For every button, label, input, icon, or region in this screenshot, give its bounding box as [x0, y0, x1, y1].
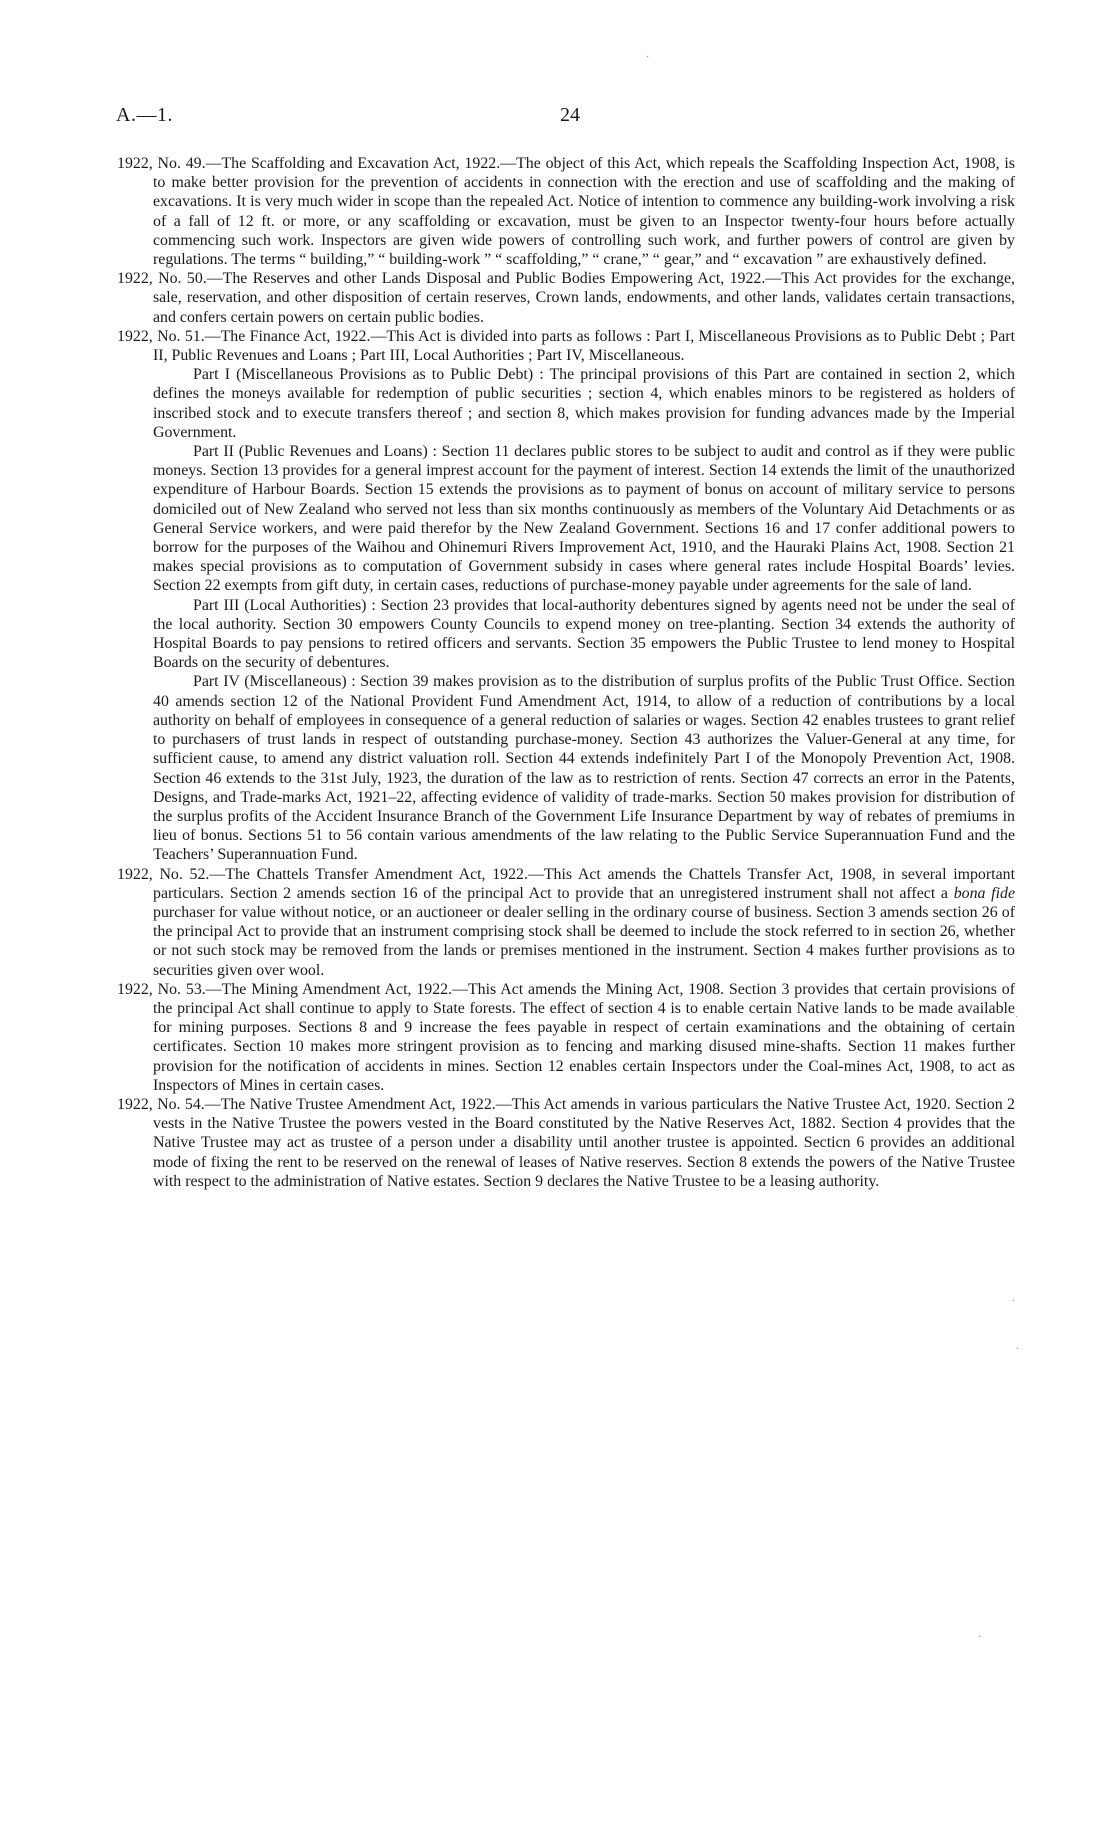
document-body	[117, 154, 1015, 1191]
scan-speck: ·	[1015, 1012, 1019, 1023]
act-entry-no-49	[117, 154, 1015, 269]
text-run: 1922, No. 52.—The Chattels Transfer Amendment Act, 1922.—This Act amends the Chattels Transfer Act, 1908, in several important particulars. Section 2 amends section 16 of the principal Act to provide that an unregistered instrument shall not affect a	[117, 865, 1015, 902]
act-entry-no-50	[117, 269, 1015, 327]
italic-term: bona fide	[953, 884, 1015, 902]
act-paragraph: 1922, No. 53.—The Mining Amendment Act, 1922.—This Act amends the Mining Act, 1908. Section 3 provides that certain provisions of the principal Act shall continue to apply to State forests. The effect of section 4 is to enable certain Native lands to be made available for mining purposes. Sections 8 and 9 increase the fees payable in respect of certain examinations and the obtaining of certain certificates. Section 10 makes more stringent provision as to fencing and marking disused mine-shafts. Section 11 makes further provision for the notification of accidents in mines. Section 12 enables certain Inspectors under the Coal-mines Act, 1908, to act as Inspectors of Mines in certain cases.	[117, 980, 1015, 1094]
act-part-paragraph: Part I (Miscellaneous Provisions as to Public Debt) : The principal provisions of this Part are contained in section 2, which defines the moneys available for redemption of public securities ; section 4, which enables minors to be registered as holders of inscribed stock and to execute transfers thereof ; and section 8, which makes provision for funding advances made by the Imperial Government.	[153, 366, 1015, 441]
parliamentary-paper-reference: A.—1.	[116, 104, 173, 126]
act-part-paragraph: Part IV (Miscellaneous) : Section 39 makes provision as to the distribution of surplus profits of the Public Trust Office. Section 40 amends section 12 of the National Provident Fund Amendment Act, 1914, to allow of a reduction of contributions by a local authority on behalf of employees in consequence of a general reduction of salaries or wages. Section 42 enables trustees to grant relief to purchasers of trust lands in respect of outstanding purchase-money. Section 43 authorizes the Valuer-General at any time, for sufficient cause, to amend any district valuation roll. Section 44 extends indefinitely Part I of the Monopoly Prevention Act, 1908. Section 46 extends to the 31st July, 1923, the duration of the law as to restriction of rents. Section 47 corrects an error in the Patents, Designs, and Trade-marks Act, 1921–22, affecting evidence of validity of trade-marks. Section 50 makes provision for distribution of the surplus profits of the Accident Insurance Branch of the Government Life Insurance Department by way of rebates of premiums in lieu of bonus. Sections 51 to 56 contain various amendments of the law relating to the Public Service Superannuation Fund and the Teachers’ Superannuation Fund.	[153, 673, 1015, 864]
page-number: 24	[560, 104, 580, 126]
act-paragraph: 1922, No. 54.—The Native Trustee Amendment Act, 1922.—This Act amends in various particulars the Native Trustee Act, 1920. Section 2 vests in the Native Trustee the powers vested in the Board constituted by the Native Reserves Act, 1882. Section 4 provides that the Native Trustee may act as trustee of a person under a disability until another trustee is appointed. Secticn 6 provides an additional mode of fixing the rent to be reserved on the renewal of leases of Native reserves. Section 8 extends the powers of the Native Trustee with respect to the administration of Native estates. Section 9 declares the Native Trustee to be a leasing authority.	[117, 1095, 1015, 1190]
act-paragraph: 1922, No. 51.—The Finance Act, 1922.—This Act is divided into parts as follows : Part I, Miscellaneous Provisions as to Public Debt ; Part II, Public Revenues and Loans ; Part III, Local Authorities ; Part IV, Miscellaneous.	[117, 327, 1015, 365]
act-entry-no-52	[117, 865, 1015, 980]
act-entry-no-51	[117, 327, 1015, 865]
act-part-paragraph: Part II (Public Revenues and Loans) : Section 11 declares public stores to be subject to audit and control as if they were public moneys. Section 13 provides for a general imprest account for the payment of interest. Section 14 extends the limit of the unauthorized expenditure of Harbour Boards. Section 15 extends the provisions as to payment of bonus on account of military service to persons domiciled out of New Zealand who served not less than six months continuously as members of the Voluntary Aid Detachments or as General Service workers, and were paid therefor by the New Zealand Government. Sections 16 and 17 confer additional powers to borrow for the purposes of the Waihou and Ohinemuri Rivers Improvement Act, 1910, and the Hauraki Plains Act, 1908. Section 21 makes special provisions as to computation of Government subsidy in cases where general rates include Hospital Boards’ levies. Section 22 exempts from gift duty, in certain cases, reductions of purchase-money payable under agreements for the sale of land.	[153, 443, 1015, 595]
act-entry-no-53	[117, 980, 1015, 1095]
act-part-paragraph: Part III (Local Authorities) : Section 23 provides that local-authority debentures signed by agents need not be under the seal of the local authority. Section 30 empowers County Councils to expend money on tree-planting. Section 34 extends the authority of Hospital Boards to pay pensions to retired officers and servants. Section 35 empowers the Public Trustee to lend money to Hospital Boards on the security of debentures.	[153, 596, 1015, 672]
scan-speck: ·	[1016, 1344, 1020, 1355]
scan-speck: ·	[978, 1632, 982, 1643]
scan-speck: ·	[1012, 1296, 1016, 1307]
text-run: purchaser for value without notice, or an auctioneer or dealer selling in the ordinary course of business. Section 3 amends section 26 of the principal Act to provide that an instrument comprising stock shall be deemed to include the stock referred to in section 26, whether or not such stock may be removed from the lands or premises mentioned in the instrument. Section 4 makes further provisions as to securities given over wool.	[153, 903, 1015, 979]
act-entry-no-54	[117, 1095, 1015, 1191]
act-paragraph	[117, 865, 1015, 980]
scan-speck: ·	[646, 52, 650, 63]
act-paragraph: 1922, No. 49.—The Scaffolding and Excavation Act, 1922.—The object of this Act, which repeals the Scaffolding Inspection Act, 1908, is to make better provision for the prevention of accidents in connection with the erection and use of scaffolding and the making of excavations. It is very much wider in scope than the repealed Act. Notice of intention to commence any building-work involving a risk of a fall of 12 ft. or more, or any scaffolding or excavation, must be given to an Inspector twenty-four hours before actually commencing such work. Inspectors are given wide powers of controlling such work, and further powers of control are given by regulations. The terms “ building,” “ building-work ” “ scaffolding,” “ crane,” “ gear,” and “ excavation ” are exhaustively defined.	[117, 155, 1015, 269]
act-paragraph: 1922, No. 50.—The Reserves and other Lands Disposal and Public Bodies Empowering Act, 1922.—This Act provides for the exchange, sale, reservation, and other disposition of certain reserves, Crown lands, endowments, and other lands, validates certain transactions, and confers certain powers on certain public bodies.	[117, 270, 1015, 326]
